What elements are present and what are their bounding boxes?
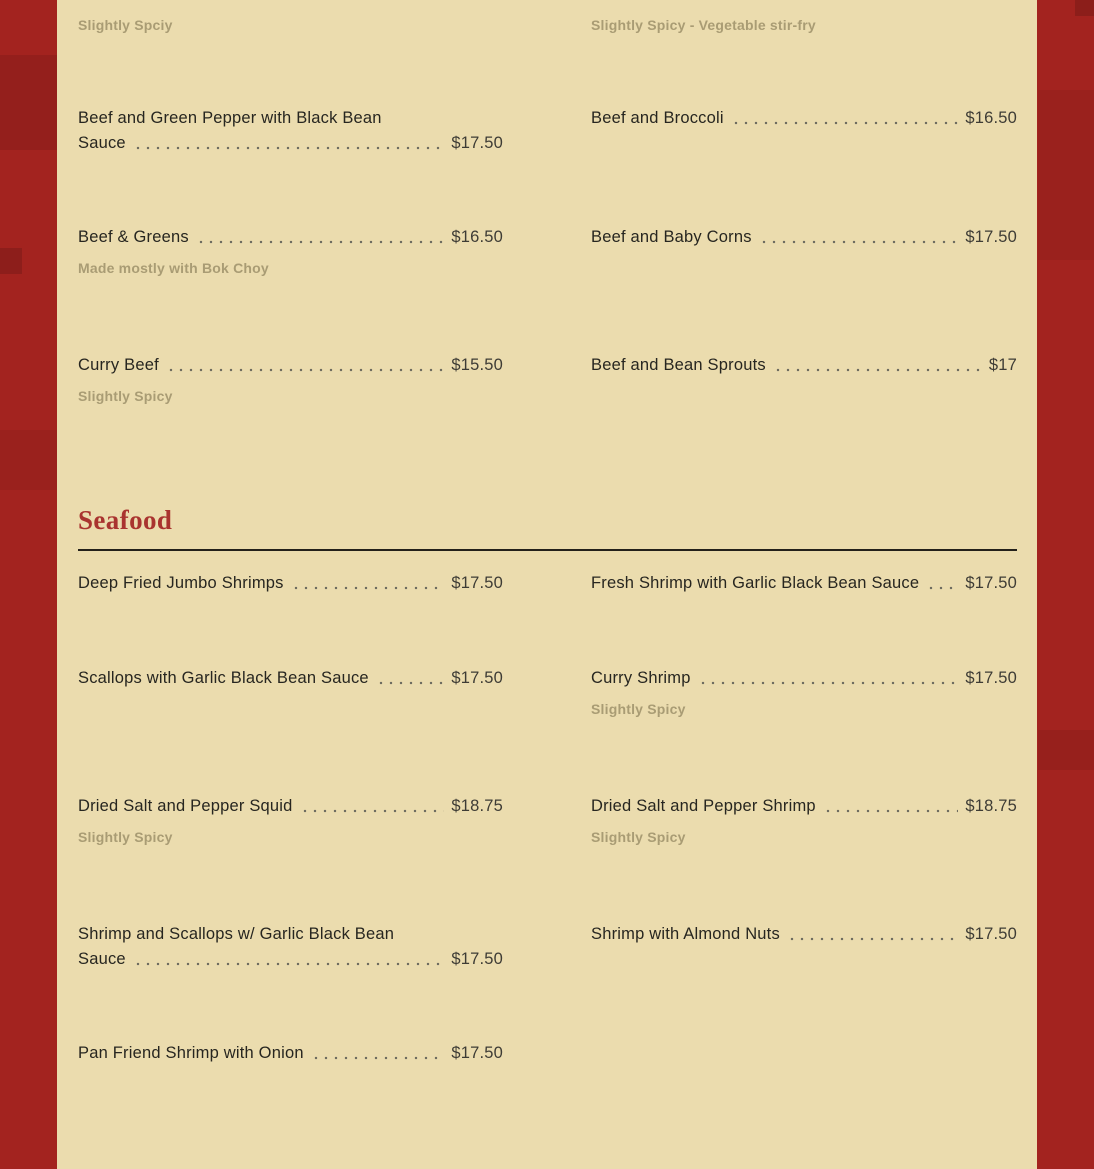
background-texture-patch bbox=[1038, 90, 1094, 260]
menu-item bbox=[591, 794, 1017, 922]
menu-item-name: Beef and Green Pepper with Black Bean bbox=[78, 109, 382, 127]
menu-item bbox=[78, 353, 503, 406]
menu-item-name: Beef & Greens bbox=[78, 228, 189, 246]
menu-item-note: Made mostly with Bok Choy bbox=[78, 260, 269, 276]
menu-item-price: $17.50 bbox=[965, 574, 1017, 592]
menu-row bbox=[78, 106, 1017, 225]
dotted-leader bbox=[311, 1041, 445, 1066]
dotted-leader bbox=[731, 106, 959, 131]
menu-item-note: Slightly Spicy bbox=[591, 829, 686, 845]
menu-item bbox=[78, 922, 503, 1041]
menu-item bbox=[591, 15, 1017, 35]
menu-row bbox=[78, 15, 1017, 35]
menu-item bbox=[591, 666, 1017, 794]
dotted-leader bbox=[787, 922, 958, 947]
dotted-leader bbox=[698, 666, 959, 691]
dotted-leader bbox=[196, 225, 445, 250]
background-texture-patch bbox=[1075, 0, 1094, 16]
menu-item-price: $15.50 bbox=[451, 356, 503, 374]
menu-row bbox=[78, 666, 1017, 794]
section-heading-seafood: Seafood bbox=[78, 505, 173, 535]
menu-row bbox=[78, 571, 1017, 666]
menu-item-note: Slightly Spciy bbox=[78, 17, 173, 33]
menu-item-line bbox=[591, 571, 1017, 596]
menu-row bbox=[78, 353, 1017, 406]
menu-item bbox=[78, 1041, 503, 1066]
background-texture-patch bbox=[0, 430, 57, 490]
background-texture-patch bbox=[1038, 730, 1094, 770]
menu-item-name: Curry Shrimp bbox=[591, 669, 691, 687]
background-texture-patch bbox=[0, 248, 22, 274]
menu-item-price: $17.50 bbox=[451, 134, 503, 152]
menu-item-name: Dried Salt and Pepper Squid bbox=[78, 797, 293, 815]
dotted-leader bbox=[759, 225, 959, 250]
menu-item-price: $17 bbox=[988, 356, 1017, 374]
menu-item-note: Slightly Spicy bbox=[78, 829, 173, 845]
menu-item-line bbox=[78, 666, 503, 691]
menu-row bbox=[78, 1041, 1017, 1066]
menu-row bbox=[78, 794, 1017, 922]
menu-item-line bbox=[78, 794, 503, 819]
menu-item-line bbox=[78, 131, 503, 156]
background-texture-patch bbox=[0, 55, 57, 150]
menu-item-price: $18.75 bbox=[451, 797, 503, 815]
menu-item bbox=[78, 794, 503, 922]
menu-item-name: Deep Fried Jumbo Shrimps bbox=[78, 574, 284, 592]
menu-item bbox=[78, 15, 503, 35]
menu-item-price: $16.50 bbox=[451, 228, 503, 246]
menu-item-line bbox=[591, 922, 1017, 947]
menu-item-price: $18.75 bbox=[965, 797, 1017, 815]
menu-panel bbox=[57, 0, 1037, 1169]
dotted-leader bbox=[133, 947, 445, 972]
section-divider bbox=[78, 549, 1017, 551]
menu-item bbox=[78, 225, 503, 353]
dotted-leader bbox=[166, 353, 444, 378]
menu-item-line bbox=[591, 106, 1017, 131]
menu-item-price: $17.50 bbox=[451, 950, 503, 968]
menu-item-note: Slightly Spicy bbox=[78, 388, 173, 404]
menu-item-name: Curry Beef bbox=[78, 356, 159, 374]
menu-item-name: Fresh Shrimp with Garlic Black Bean Sauce bbox=[591, 574, 920, 592]
menu-item-line bbox=[78, 353, 503, 378]
menu-item-name: Dried Salt and Pepper Shrimp bbox=[591, 797, 816, 815]
menu-item bbox=[78, 106, 503, 225]
menu-item-line bbox=[78, 1041, 503, 1066]
menu-item-line bbox=[591, 794, 1017, 819]
menu-item-price: $17.50 bbox=[451, 1044, 503, 1062]
menu-row bbox=[78, 922, 1017, 1041]
menu-item bbox=[78, 571, 503, 666]
dotted-leader bbox=[823, 794, 959, 819]
menu-item-line bbox=[78, 571, 503, 596]
menu-item-name: Pan Friend Shrimp with Onion bbox=[78, 1044, 304, 1062]
menu-item-price: $17.50 bbox=[965, 925, 1017, 943]
dotted-leader bbox=[300, 794, 445, 819]
menu-item bbox=[591, 106, 1017, 225]
menu-item bbox=[591, 571, 1017, 666]
menu-item-line bbox=[591, 666, 1017, 691]
menu-item-name: Beef and Baby Corns bbox=[591, 228, 752, 246]
dotted-leader bbox=[773, 353, 982, 378]
menu-item-line bbox=[78, 225, 503, 250]
menu-item-empty bbox=[591, 1041, 1017, 1066]
menu-item bbox=[591, 225, 1017, 353]
menu-item-name: Beef and Broccoli bbox=[591, 109, 724, 127]
menu-row bbox=[78, 225, 1017, 353]
menu-item-line bbox=[591, 225, 1017, 250]
dotted-leader bbox=[926, 571, 958, 596]
menu-item bbox=[591, 353, 1017, 406]
menu-item-price: $16.50 bbox=[965, 109, 1017, 127]
menu-item-note: Slightly Spicy - Vegetable stir-fry bbox=[591, 17, 816, 33]
menu-item-name: Beef and Bean Sprouts bbox=[591, 356, 766, 374]
menu-item-name: Shrimp with Almond Nuts bbox=[591, 925, 780, 943]
menu-item-line bbox=[78, 947, 503, 972]
menu-item-name: Shrimp and Scallops w/ Garlic Black Bean bbox=[78, 925, 395, 943]
menu-item-name: Sauce bbox=[78, 134, 126, 152]
dotted-leader bbox=[133, 131, 445, 156]
menu-item-line bbox=[591, 353, 1017, 378]
menu-item bbox=[78, 666, 503, 794]
menu-item-price: $17.50 bbox=[451, 574, 503, 592]
menu-item-price: $17.50 bbox=[451, 669, 503, 687]
dotted-leader bbox=[376, 666, 445, 691]
menu-item-price: $17.50 bbox=[965, 228, 1017, 246]
dotted-leader bbox=[291, 571, 445, 596]
menu-item-price: $17.50 bbox=[965, 669, 1017, 687]
menu-item-name: Scallops with Garlic Black Bean Sauce bbox=[78, 669, 369, 687]
menu-item-note: Slightly Spicy bbox=[591, 701, 686, 717]
menu-item-name: Sauce bbox=[78, 950, 126, 968]
menu-item bbox=[591, 922, 1017, 1041]
